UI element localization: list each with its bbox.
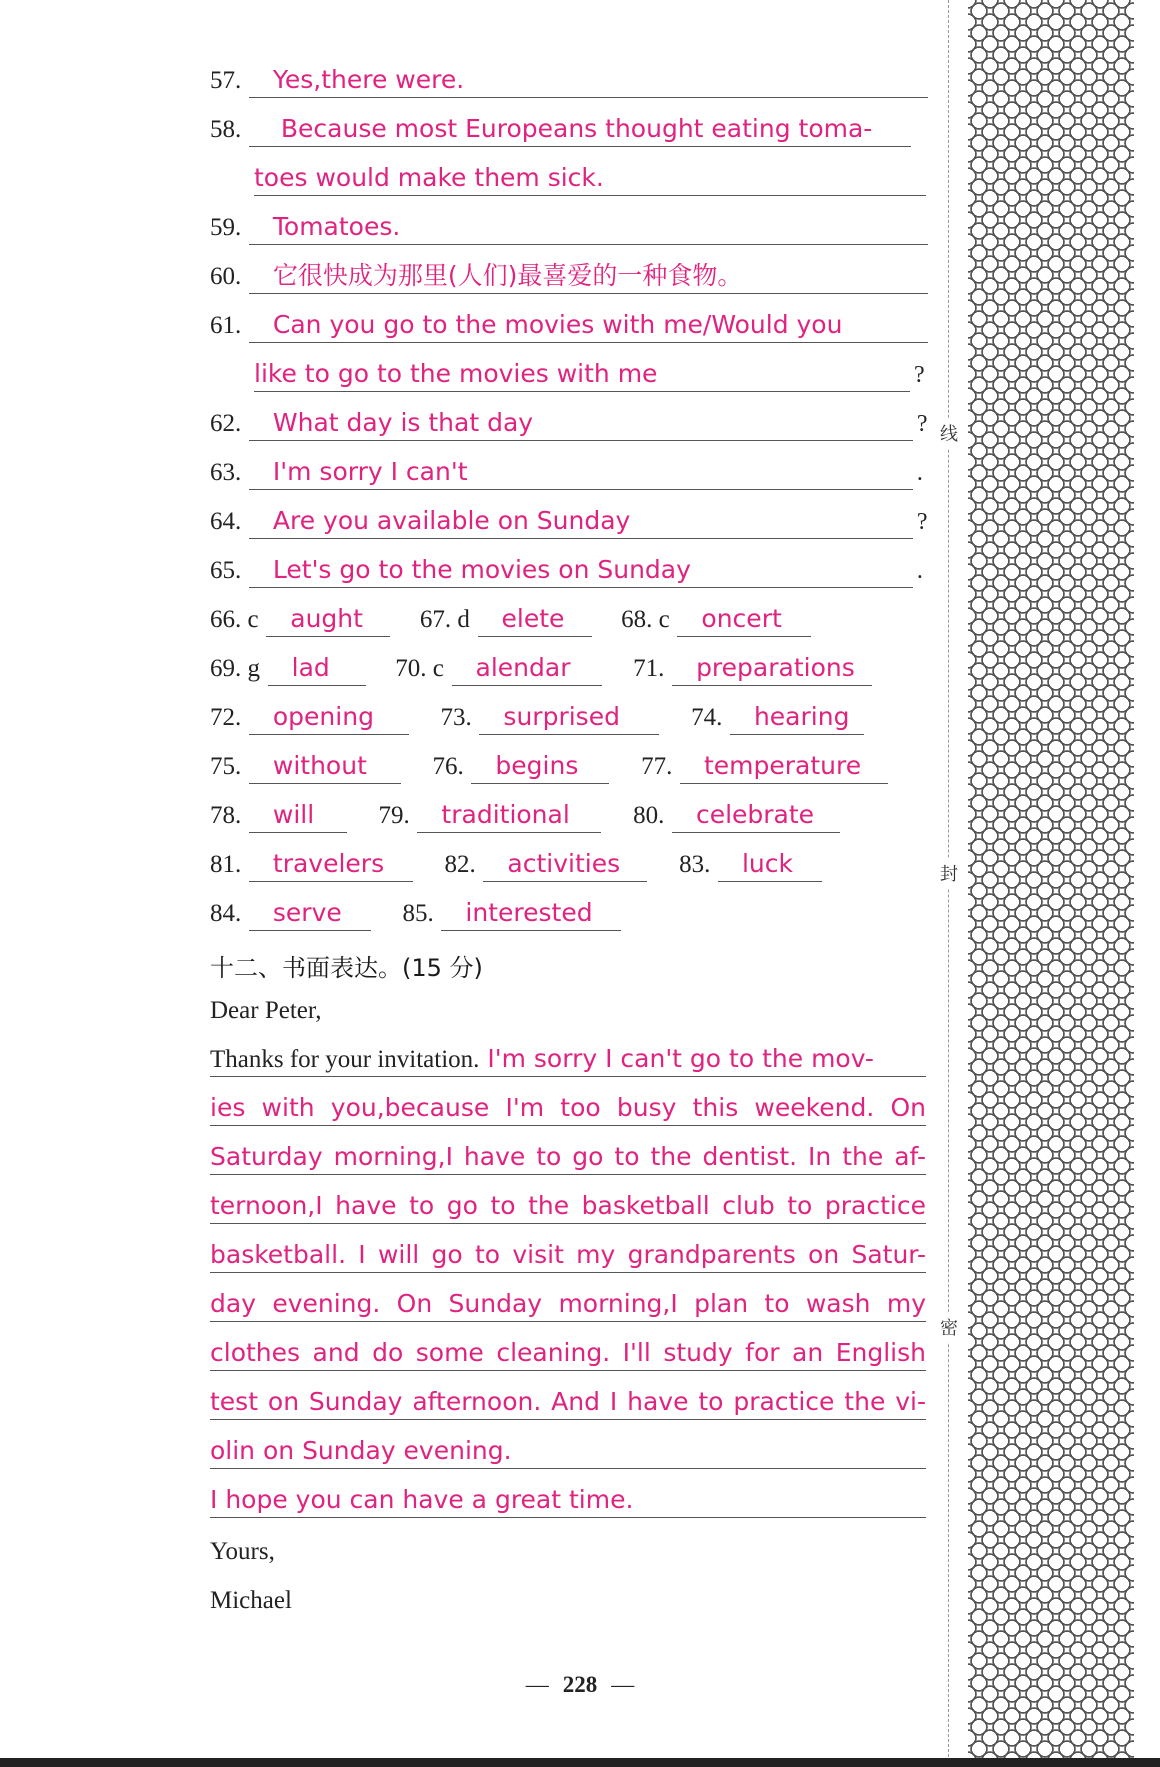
answer-text: Can you go to the movies with me/Would you [249,310,928,343]
answer-61-cont: like to go to the movies with me ? [254,358,925,392]
answer-text: serve [249,898,371,931]
row-69-71: 69. g lad 70. c alendar 71. preparations [210,652,872,686]
answer-text: temperature [680,751,888,784]
letter-line-3: Saturday morning,I have to go to the dentist. In the af- [210,1142,926,1175]
answer-text: begins [471,751,609,784]
answer-63: 63. I'm sorry I can't . [210,456,923,490]
answer-57: 57. Yes,there were. [210,64,928,98]
margin-char-xian: 线 [940,418,958,448]
answer-text: interested [441,898,621,931]
section-heading: 十二、书面表达。(15 分) [210,954,483,982]
answer-text: opening [249,702,409,735]
answer-text: activities [483,849,647,882]
answer-text: I'm sorry I can't [249,457,913,490]
margin-char-feng: 封 [940,858,958,888]
answer-text: 它很快成为那里(人们)最喜爱的一种食物。 [249,261,928,294]
letter-line-6: day evening. On Sunday morning,I plan to wash my [210,1289,926,1322]
answer-text: celebrate [672,800,840,833]
letter-line-9: olin on Sunday evening. [210,1436,926,1469]
answer-text: travelers [249,849,413,882]
answer-65: 65. Let's go to the movies on Sunday . [210,554,923,588]
letter-signature: Michael [210,1587,292,1614]
row-66-68: 66. c aught 67. d elete 68. c oncert [210,603,811,637]
answer-text: alendar [452,653,602,686]
answer-text: elete [478,604,592,637]
answer-text: Because most Europeans thought eating toma- [249,114,911,147]
letter-greeting: Dear Peter, [210,997,322,1024]
dash-right: — [611,1672,635,1697]
margin-char-mi: 密 [940,1312,958,1342]
answer-text: Are you available on Sunday [249,506,913,539]
row-72-74: 72. opening 73. surprised 74. hearing [210,701,864,735]
answer-text: will [249,800,347,833]
answer-text: like to go to the movies with me [254,359,910,392]
row-84-85: 84. serve 85. interested [210,897,621,931]
page-number: — 228 — [525,1672,635,1697]
letter-closing: Yours, [210,1538,275,1565]
row-75-77: 75. without 76. begins 77. temperature [210,750,888,784]
answer-text: hearing [730,702,864,735]
letter-line-1: Thanks for your invitation. I'm sorry I can't go to the mov- [210,1044,926,1077]
answer-text: Let's go to the movies on Sunday [249,555,913,588]
answer-text: oncert [677,604,811,637]
answer-text: Yes,there were. [249,65,928,98]
answer-text: lad [268,653,366,686]
answer-59: 59. Tomatoes. [210,211,928,245]
answer-text: preparations [672,653,872,686]
row-81-83: 81. travelers 82. activities 83. luck [210,848,822,882]
answer-62: 62. What day is that day ? [210,407,928,441]
answer-58: 58. Because most Europeans thought eating toma- [210,113,911,147]
letter-line-4: ternoon,I have to go to the basketball club to practice [210,1191,926,1224]
answer-text: traditional [417,800,601,833]
answer-text: surprised [479,702,659,735]
answer-text: toes would make them sick. [254,163,926,196]
answer-64: 64. Are you available on Sunday ? [210,505,928,539]
letter-line-5: basketball. I will go to visit my grandparents on Satur- [210,1240,926,1273]
answer-58-cont [254,162,926,196]
answer-60: 60. 它很快成为那里(人们)最喜爱的一种食物。 [210,260,928,294]
dash-left: — [525,1672,549,1697]
answer-text: What day is that day [249,408,913,441]
answer-text: Tomatoes. [249,212,928,245]
answer-61: 61. Can you go to the movies with me/Would you [210,309,928,343]
letter-line-8: test on Sunday afternoon. And I have to practice the vi- [210,1387,926,1420]
answer-text: luck [718,849,822,882]
answer-text: without [249,751,401,784]
letter-line-7: clothes and do some cleaning. I'll study for an English [210,1338,926,1371]
decorative-pattern [968,0,1134,1767]
row-78-80: 78. will 79. traditional 80. celebrate [210,799,840,833]
letter-line-2: ies with you,because I'm too busy this weekend. On [210,1093,926,1126]
bottom-bar [0,1758,1160,1767]
answer-text: aught [266,604,390,637]
letter-line-10: I hope you can have a great time. [210,1485,926,1518]
